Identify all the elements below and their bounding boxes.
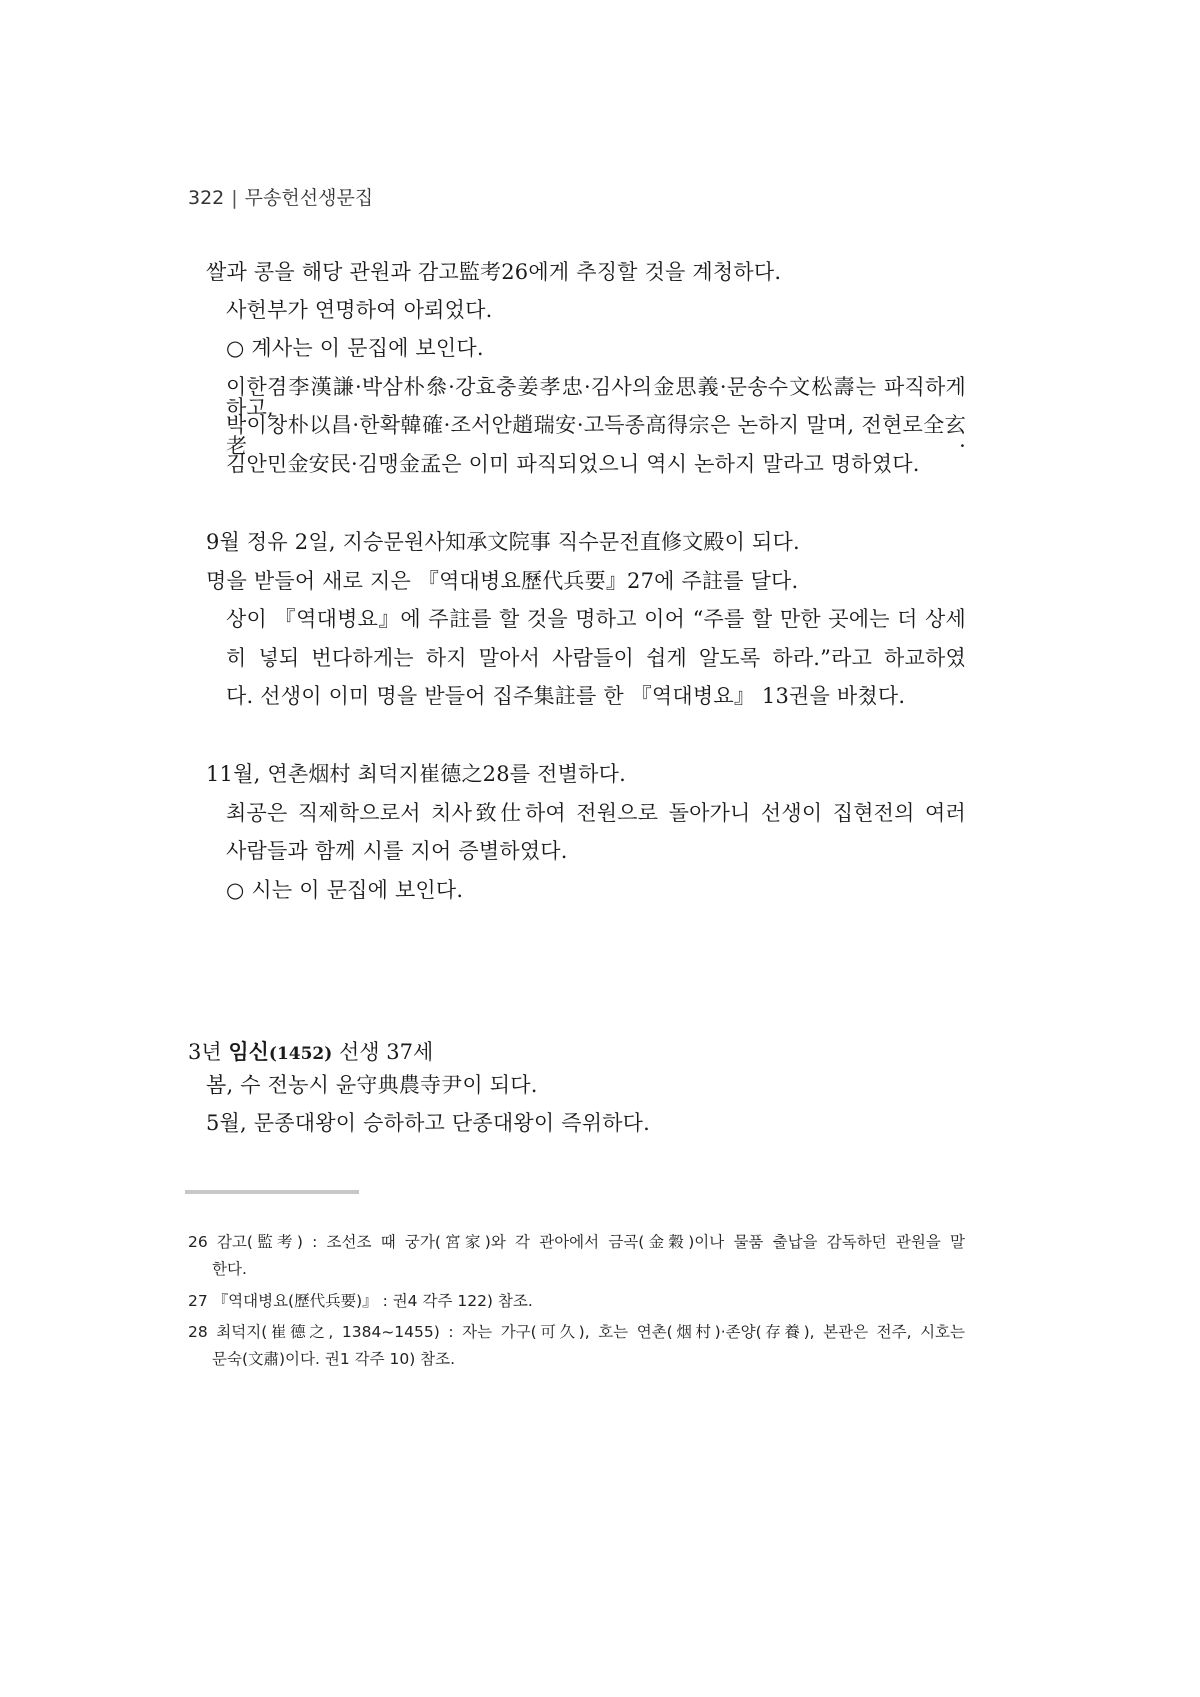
footnote-27: 27 『역대병요(歷代兵要)』 : 권4 각주 122) 참조. bbox=[188, 1292, 533, 1310]
body-line-12: 11월, 연촌烟村 최덕지崔德之28를 전별하다. bbox=[206, 762, 626, 786]
header-separator: | bbox=[231, 187, 238, 209]
year-label: 3년 bbox=[188, 1040, 229, 1064]
body-line-16: 봄, 수 전농시 윤守典農寺尹이 되다. bbox=[206, 1073, 538, 1097]
year-age: 선생 37세 bbox=[332, 1040, 434, 1064]
footnote-26-cont: 한다. bbox=[212, 1260, 247, 1278]
body-line-2: 사헌부가 연명하여 아뢰었다. bbox=[226, 298, 493, 322]
year-heading bbox=[188, 1036, 433, 1066]
footnote-28: 28 최덕지(崔德之, 1384~1455) : 자는 가구(可久), 호는 연촌(烟村)·존양(存養), 본관은 전주, 시호는 bbox=[188, 1323, 965, 1341]
body-line-5: 박이창朴以昌·한확韓確·조서안趙瑞安·고득종高得宗은 논하지 말며, 전현로全玄老· bbox=[226, 413, 966, 458]
body-line-13: 최공은 직제학으로서 치사致仕하여 전원으로 돌아가니 선생이 집현전의 여러 bbox=[226, 801, 966, 825]
body-line-14: 사람들과 함께 시를 지어 증별하였다. bbox=[226, 839, 568, 863]
body-line-4: 이한겸李漢謙·박삼朴叅·강효충姜孝忠·김사의金思義·문송수文松壽는 파직하게 하고, bbox=[226, 375, 966, 420]
body-line-1: 쌀과 콩을 해당 관원과 감고監考26에게 추징할 것을 계청하다. bbox=[206, 260, 782, 284]
footnote-divider bbox=[185, 1190, 359, 1194]
body-line-15: ○ 시는 이 문집에 보인다. bbox=[226, 878, 464, 902]
running-header bbox=[188, 183, 373, 210]
page-number: 322 bbox=[188, 187, 225, 209]
body-line-7: 9월 정유 2일, 지승문원사知承文院事 직수문전直修文殿이 되다. bbox=[206, 530, 800, 554]
body-line-10: 히 넣되 번다하게는 하지 말아서 사람들이 쉽게 알도록 하라.”라고 하교하였 bbox=[226, 646, 966, 670]
body-line-6: 김안민金安民·김맹金孟은 이미 파직되었으니 역시 논하지 말라고 명하였다. bbox=[226, 452, 920, 476]
year-number: (1452) bbox=[268, 1044, 333, 1064]
body-line-9: 상이 『역대병요』에 주註를 할 것을 명하고 이어 “주를 할 만한 곳에는 더 상세 bbox=[226, 607, 966, 631]
year-name: 임신 bbox=[228, 1039, 269, 1064]
book-title: 무송헌선생문집 bbox=[244, 187, 374, 209]
body-line-11: 다. 선생이 이미 명을 받들어 집주集註를 한 『역대병요』 13권을 바쳤다. bbox=[226, 684, 906, 708]
body-line-8: 명을 받들어 새로 지은 『역대병요歷代兵要』27에 주註를 달다. bbox=[206, 569, 799, 593]
body-line-3: ○ 계사는 이 문집에 보인다. bbox=[226, 336, 484, 360]
footnote-26: 26 감고(監考) : 조선조 때 궁가(宮家)와 각 관아에서 금곡(金穀)이나 물품 출납을 감독하던 관원을 말 bbox=[188, 1233, 965, 1251]
body-line-17: 5월, 문종대왕이 승하하고 단종대왕이 즉위하다. bbox=[206, 1111, 651, 1135]
footnote-28-cont: 문숙(文肅)이다. 권1 각주 10) 참조. bbox=[212, 1350, 456, 1368]
